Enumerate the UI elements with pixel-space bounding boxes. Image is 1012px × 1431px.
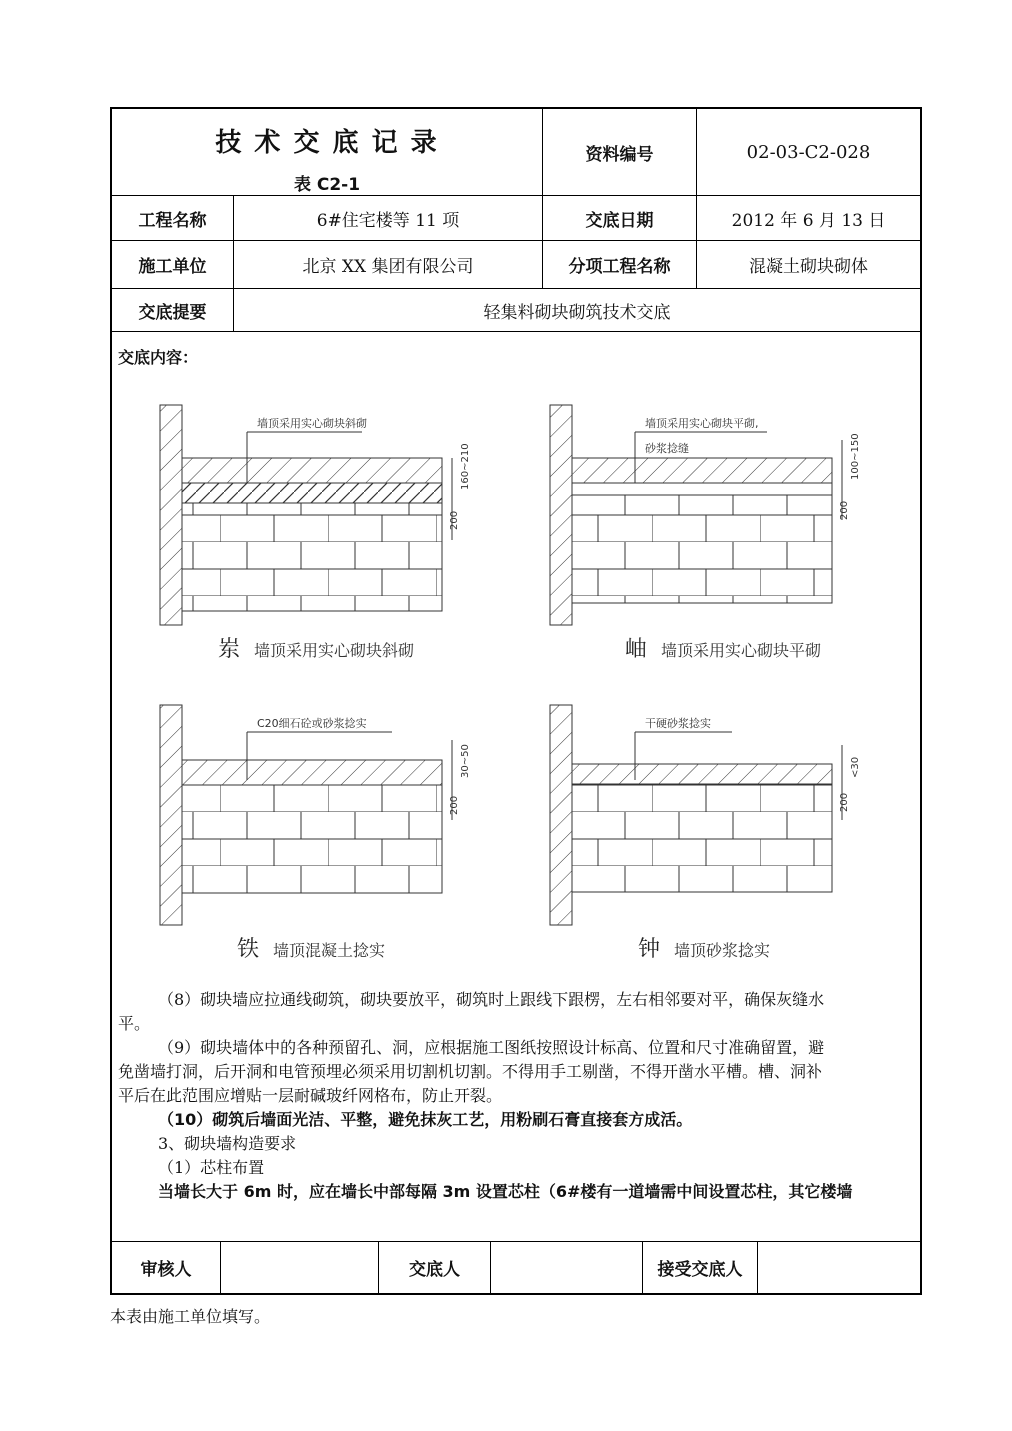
body-text bbox=[118, 988, 904, 1204]
unit-value: 北京 XX 集团有限公司 bbox=[302, 257, 474, 277]
project-value: 6#住宅楼等 11 项 bbox=[316, 210, 460, 231]
figure-2-number: 岫 bbox=[625, 637, 648, 662]
diagram-3 bbox=[160, 705, 471, 925]
doc-no-value: 02-03-C2-028 bbox=[746, 141, 871, 163]
diagram-2-note: 墙顶采用实心砌块平砌, bbox=[645, 417, 759, 430]
figure-2-caption bbox=[625, 632, 821, 663]
paragraph-8-line-1: （8）砌块墙应拉通线砌筑，砌块要放平，砌筑时上跟线下跟楞，左右相邻要对平，确保灰缝水 bbox=[158, 990, 825, 1009]
summary-value: 轻集料砌块砌筑技术交底 bbox=[483, 302, 671, 323]
project-label: 工程名称 bbox=[138, 210, 207, 231]
discloser-label: 交底人 bbox=[409, 1260, 460, 1280]
diagram-2-dim-bottom: 200 bbox=[839, 500, 850, 520]
receiver-field[interactable] bbox=[758, 1242, 920, 1293]
paragraph-9-line-1: （9）砌块墙体中的各种预留孔、洞，应根据施工图纸按照设计标高、位置和尺寸准确留置，避 bbox=[158, 1038, 825, 1057]
figure-4-caption-text: 墙顶砂浆捻实 bbox=[674, 941, 771, 960]
figure-3-caption-text: 墙顶混凝土捻实 bbox=[273, 941, 386, 960]
form-code: 表 C2-1 bbox=[293, 175, 361, 195]
diagram-4-dim-top: <30 bbox=[850, 756, 861, 778]
reviewer-label: 审核人 bbox=[140, 1260, 192, 1280]
figure-1-number: 岽 bbox=[218, 637, 241, 662]
figure-1-caption-text: 墙顶采用实心砌块斜砌 bbox=[254, 641, 415, 660]
date-label: 交底日期 bbox=[585, 210, 654, 231]
summary-label: 交底提要 bbox=[138, 302, 207, 323]
content-label: 交底内容： bbox=[118, 348, 199, 367]
sub-project-value: 混凝土砌块砌体 bbox=[749, 257, 868, 277]
form-note: 本表由施工单位填写。 bbox=[110, 1307, 271, 1326]
diagram-3-note: C20细石砼或砂浆捻实 bbox=[257, 717, 367, 730]
discloser-field[interactable] bbox=[491, 1242, 642, 1293]
diagram-1-dim-top: 160~210 bbox=[460, 443, 471, 490]
figure-3-number: 铁 bbox=[237, 937, 260, 962]
section-3-1-heading: （1）芯柱布置 bbox=[158, 1158, 265, 1177]
figure-1-caption bbox=[218, 632, 414, 663]
doc-no-label: 资料编号 bbox=[585, 144, 654, 165]
diagram-1-dim-bottom: 200 bbox=[449, 510, 460, 530]
paragraph-9-line-2: 免凿墙打洞，后开洞和电管预埋必须采用切割机切割。不得用手工剔凿，不得开凿水平槽。槽、洞补 bbox=[118, 1062, 823, 1081]
construction-diagrams bbox=[112, 380, 918, 980]
section-3-1-text: 当墙长大于 6m 时，应在墙长中部每隔 3m 设置芯柱（6#楼有一道墙需中间设置芯柱，其它楼墙 bbox=[158, 1182, 853, 1201]
sub-project-label: 分项工程名称 bbox=[568, 257, 671, 277]
paragraph-9-line-3: 平后在此范围应增贴一层耐碱玻纤网格布，防止开裂。 bbox=[118, 1086, 503, 1105]
paragraph-10: （10）砌筑后墙面光洁、平整，避免抹灰工艺，用粉刷石膏直接套方成活。 bbox=[158, 1110, 693, 1129]
diagram-4-note: 干硬砂浆捻实 bbox=[645, 717, 711, 730]
paragraph-8-line-2: 平。 bbox=[118, 1014, 151, 1033]
diagram-4-dim-bottom: 200 bbox=[839, 792, 850, 812]
diagram-2 bbox=[550, 405, 861, 625]
diagram-3-dim-bottom: 200 bbox=[449, 795, 460, 815]
figure-2-caption-text: 墙顶采用实心砌块平砌 bbox=[661, 641, 822, 660]
unit-label: 施工单位 bbox=[138, 257, 207, 277]
diagram-2-dim-top: 100~150 bbox=[850, 433, 861, 480]
diagram-1-note: 墙顶采用实心砌块斜砌 bbox=[257, 417, 367, 430]
receiver-label: 接受交底人 bbox=[657, 1260, 743, 1280]
figure-4-caption bbox=[638, 932, 770, 963]
diagram-1 bbox=[160, 405, 471, 625]
figure-3-caption bbox=[237, 932, 385, 963]
date-value: 2012 年 6 月 13 日 bbox=[731, 210, 886, 231]
reviewer-field[interactable] bbox=[221, 1242, 378, 1293]
diagram-3-dim-top: 30~50 bbox=[460, 744, 471, 778]
diagram-4 bbox=[550, 705, 861, 925]
figure-4-number: 钟 bbox=[638, 937, 661, 962]
section-3-heading: 3、砌块墙构造要求 bbox=[158, 1134, 297, 1153]
diagram-2-note2: 砂浆捻缝 bbox=[645, 442, 689, 455]
document-title: 技 术 交 底 记 录 bbox=[215, 128, 439, 158]
